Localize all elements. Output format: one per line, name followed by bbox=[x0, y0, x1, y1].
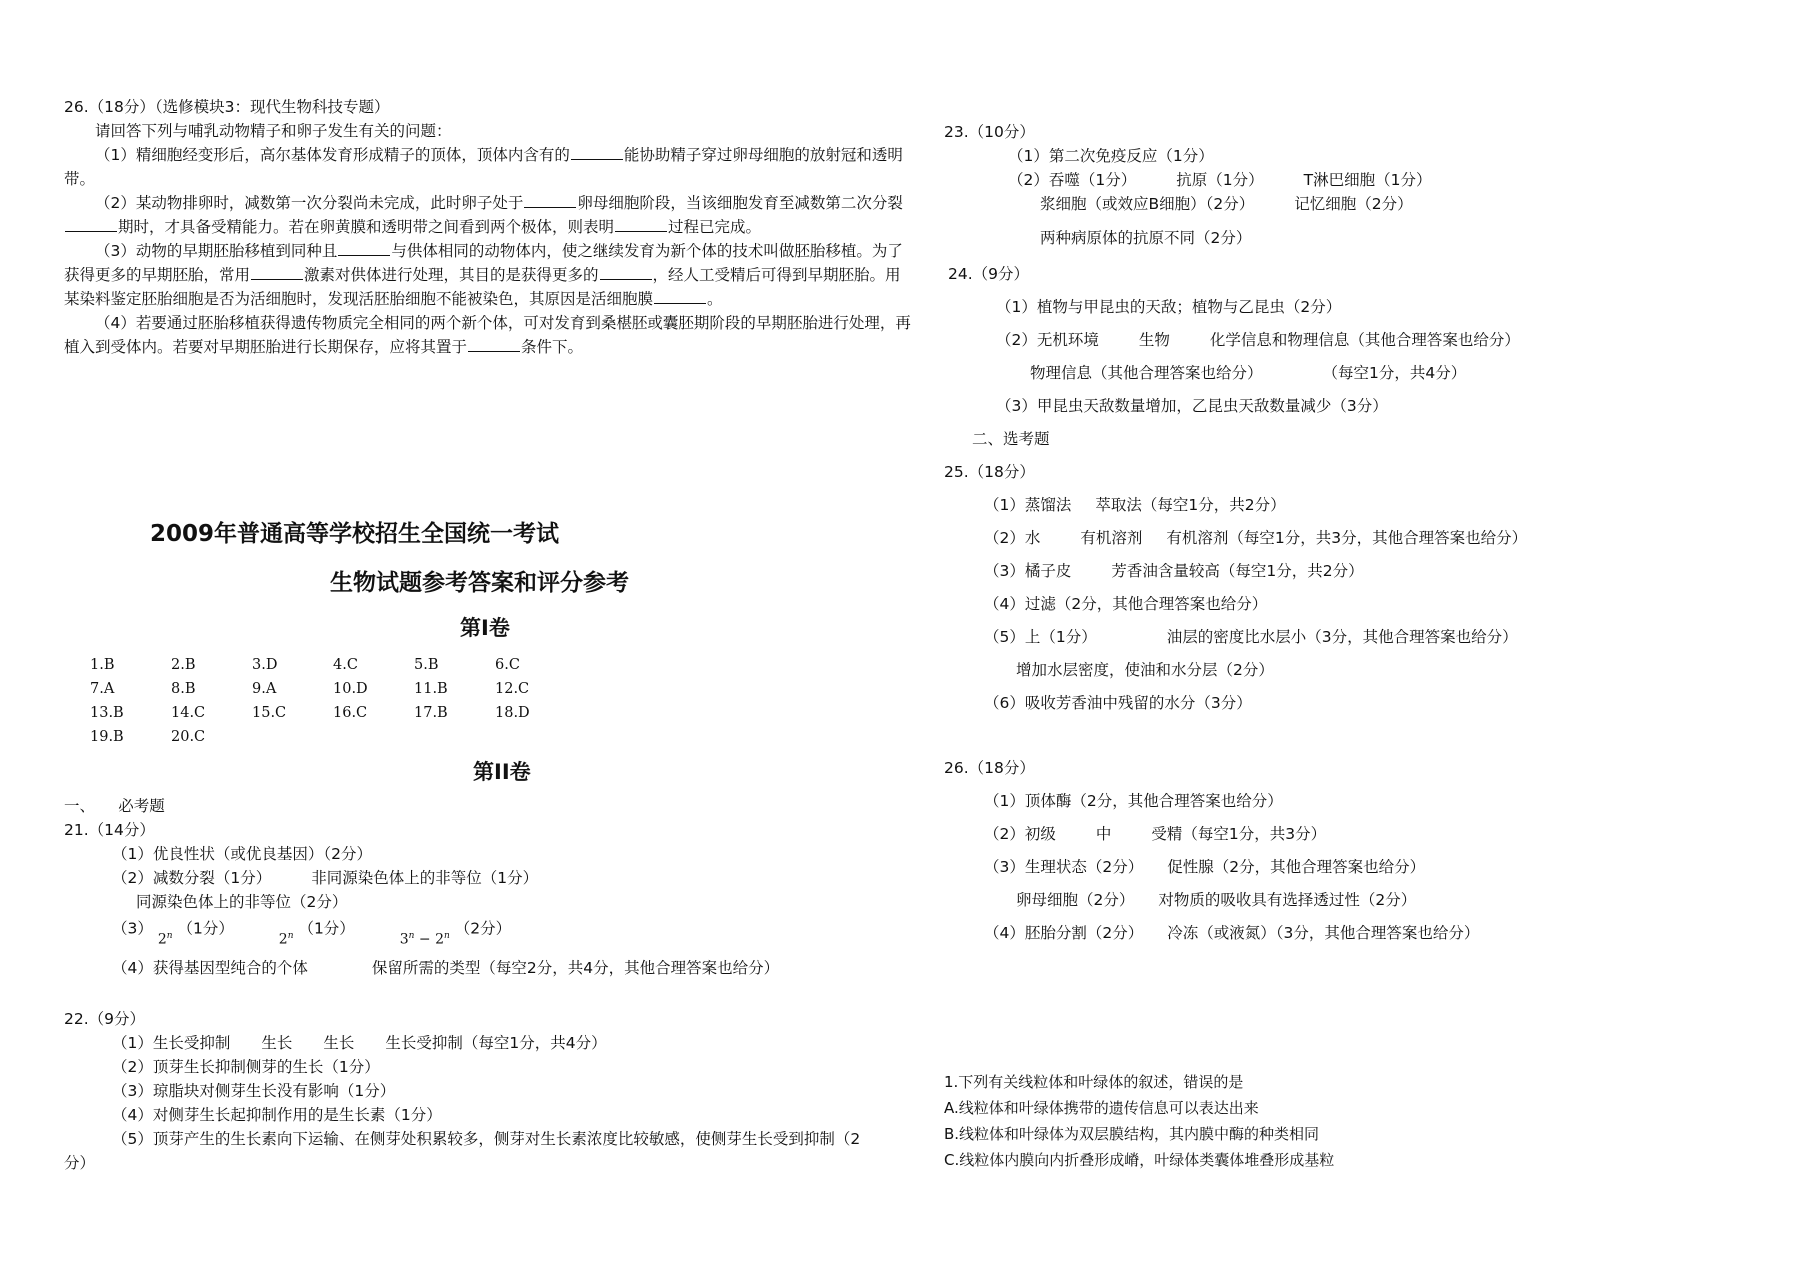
multiple-choice-answers bbox=[90, 653, 576, 749]
question-1 bbox=[944, 1069, 1784, 1173]
question-26-part-4: （4）若要通过胚胎移植获得遗传物质完全相同的两个新个体，可对发育到桑椹胚或囊胚期阶段的早期胚胎进行处理，再植入到受体内。若要对早期胚胎进行长期保存，应将其置于 条件下。 bbox=[64, 314, 911, 356]
answer-blank bbox=[571, 145, 623, 160]
answer-cell: 16.C bbox=[333, 705, 368, 721]
question-1-option-c: C.线粒体内膜向内折叠形成嵴，叶绿体类囊体堆叠形成基粒 bbox=[944, 1151, 1335, 1169]
q21-answer-4: （4）获得基因型纯合的个体 保留所需的类型（每空2分，共4分，其他合理答案也给分） bbox=[112, 959, 780, 977]
q22-answer-2: （2）顶芽生长抑制侧芽的生长（1分） bbox=[112, 1058, 380, 1076]
q26-answer-4: （4）胚胎分割（2分） 冷冻（或液氮）（3分，其他合理答案也给分） bbox=[984, 924, 1480, 942]
question-23-heading: 23.（10分） bbox=[944, 123, 1035, 141]
q22-answer-5-cont: 分） bbox=[64, 1154, 96, 1172]
formula: 2$^n$ bbox=[278, 931, 294, 948]
q23-answer-2: （2）吞噬（1分） 抗原（1分） T淋巴细胞（1分） bbox=[1008, 171, 1432, 189]
answer-cell: 13.B bbox=[90, 705, 124, 721]
q22-answer-5: （5）顶芽产生的生长素向下运输、在侧芽处积累较多，侧芽对生长素浓度比较敏感，使侧芽生长受到抑制（2 bbox=[112, 1130, 861, 1148]
question-22 bbox=[64, 1007, 924, 1175]
answer-cell: 2.B bbox=[171, 657, 196, 673]
question-1-option-a: A.线粒体和叶绿体携带的遗传信息可以表达出来 bbox=[944, 1099, 1259, 1117]
q26-answer-2: （2）初级 中 受精（每空1分，共3分） bbox=[984, 825, 1327, 843]
answer-blank bbox=[468, 337, 520, 352]
q23-answer-2-cont: 浆细胞（或效应B细胞）（2分） 记忆细胞（2分） bbox=[1040, 195, 1413, 213]
q25-answer-1: （1）蒸馏法 萃取法（每空1分，共2分） bbox=[984, 496, 1286, 514]
q22-answer-4: （4）对侧芽生长起抑制作用的是生长素（1分） bbox=[112, 1106, 442, 1124]
question-26-heading: 26.（18分）（选修模块3：现代生物科技专题） bbox=[64, 98, 390, 116]
answer-cell: 14.C bbox=[171, 705, 206, 721]
exam-subtitle: 生物试题参考答案和评分参考 bbox=[330, 570, 629, 596]
q23-answer-1: （1）第二次免疫反应（1分） bbox=[1008, 147, 1214, 165]
q22-answer-3: （3）琼脂块对侧芽生长没有影响（1分） bbox=[112, 1082, 396, 1100]
q21-answer-2-cont: 同源染色体上的非等位（2分） bbox=[136, 893, 348, 911]
question-1-stem: 1.下列有关线粒体和叶绿体的叙述，错误的是 bbox=[944, 1073, 1244, 1091]
part-1-title: 第I卷 bbox=[460, 616, 510, 640]
answer-row bbox=[90, 653, 576, 677]
answer-cell: 3.D bbox=[252, 657, 278, 673]
question-25-heading: 25.（18分） bbox=[944, 463, 1035, 481]
answer-blank bbox=[65, 217, 117, 232]
q25-answer-5: （5）上（1分） 油层的密度比水层小（3分，其他合理答案也给分） bbox=[984, 628, 1518, 646]
exam-title: 2009年普通高等学校招生全国统一考试 bbox=[150, 521, 560, 547]
formula: 2$^n$ bbox=[157, 931, 173, 948]
q25-answer-6: （6）吸收芳香油中残留的水分（3分） bbox=[984, 694, 1252, 712]
answer-cell: 15.C bbox=[252, 705, 287, 721]
required-section bbox=[64, 794, 914, 980]
q25-answer-5-cont: 增加水层密度，使油和水分层（2分） bbox=[1016, 661, 1274, 679]
part-2-title: 第II卷 bbox=[473, 760, 531, 784]
question-26-part-2: （2）某动物排卵时，减数第一次分裂尚未完成，此时卵子处于 卵母细胞阶段，当该细胞发育至减数第二次分裂期时，才具备受精能力。若在卵黄膜和透明带之间看到两个极体，则表明 过程已完成。 bbox=[64, 191, 914, 239]
q24-answer-2-cont: 物理信息（其他合理答案也给分） （每空1分，共4分） bbox=[1030, 364, 1467, 382]
answer-blank bbox=[524, 193, 576, 208]
q24-answer-3: （3）甲昆虫天敌数量增加，乙昆虫天敌数量减少（3分） bbox=[996, 397, 1388, 415]
answer-cell: 17.B bbox=[414, 705, 448, 721]
q26-answer-3-cont: 卵母细胞（2分） 对物质的吸收具有选择透过性（2分） bbox=[1016, 891, 1417, 909]
question-1-option-b: B.线粒体和叶绿体为双层膜结构，其内膜中酶的种类相同 bbox=[944, 1125, 1320, 1143]
answer-cell: 5.B bbox=[414, 657, 439, 673]
question-26-part-3: （3）动物的早期胚胎移植到同种且 与供体相同的动物体内，使之继续发育为新个体的技术叫做胚胎移植。为了获得更多的早期胚胎，常用 激素对供体进行处理，其目的是获得更多的 ，经人工受精后可得到早期胚胎。用某染料鉴定胚胎细胞是否为活细胞时，发现活胚胎细胞不能被染色，其原因是活细胞膜 。 bbox=[64, 242, 903, 308]
question-22-heading: 22.（9分） bbox=[64, 1010, 146, 1028]
answer-cell: 20.C bbox=[171, 729, 206, 745]
answer-cell: 8.B bbox=[171, 681, 196, 697]
answer-cell: 19.B bbox=[90, 729, 124, 745]
answer-cell: 1.B bbox=[90, 657, 115, 673]
q23-answer-2-cont-2: 两种病原体的抗原不同（2分） bbox=[1040, 229, 1252, 247]
answer-cell: 11.B bbox=[414, 681, 448, 697]
q25-answer-4: （4）过滤（2分，其他合理答案也给分） bbox=[984, 595, 1268, 613]
q25-answer-2: （2）水 有机溶剂 有机溶剂（每空1分，共3分，其他合理答案也给分） bbox=[984, 529, 1528, 547]
formula: $3^n - 2^n$ bbox=[399, 931, 450, 948]
question-24 bbox=[948, 258, 1768, 456]
answer-blank bbox=[654, 289, 706, 304]
answer-cell: 9.A bbox=[252, 681, 277, 697]
question-26-answers bbox=[944, 752, 1784, 950]
answer-row bbox=[90, 725, 576, 749]
answer-row bbox=[90, 677, 576, 701]
answer-blank bbox=[615, 217, 667, 232]
section-heading-required: 一、 必考题 bbox=[64, 797, 165, 815]
question-26-intro: 请回答下列与哺乳动物精子和卵子发生有关的问题： bbox=[95, 122, 452, 140]
question-25 bbox=[944, 456, 1784, 720]
answer-cell: 6.C bbox=[495, 657, 520, 673]
answer-cell: 4.C bbox=[333, 657, 358, 673]
answer-row bbox=[90, 701, 576, 725]
answer-blank bbox=[338, 241, 390, 256]
q26-answer-3: （3）生理状态（2分） 促性腺（2分，其他合理答案也给分） bbox=[984, 858, 1426, 876]
q25-answer-3: （3）橘子皮 芳香油含量较高（每空1分，共2分） bbox=[984, 562, 1364, 580]
question-23 bbox=[944, 120, 1764, 250]
q21-answer-3: （3） 2$^n$ （1分） 2$^n$ （1分） $3^n - 2^n$ （2分） bbox=[64, 914, 914, 956]
q21-answer-2: （2）减数分裂（1分） 非同源染色体上的非等位（1分） bbox=[112, 869, 539, 887]
question-26-answers-heading: 26.（18分） bbox=[944, 759, 1035, 777]
q21-answer-1: （1）优良性状（或优良基因）（2分） bbox=[112, 845, 372, 863]
answer-cell: 10.D bbox=[333, 681, 368, 697]
question-21-heading: 21.（14分） bbox=[64, 821, 155, 839]
question-24-heading: 24.（9分） bbox=[948, 265, 1030, 283]
answer-cell: 7.A bbox=[90, 681, 115, 697]
question-26-elective bbox=[64, 95, 914, 359]
q24-answer-1: （1）植物与甲昆虫的天敌；植物与乙昆虫（2分） bbox=[996, 298, 1342, 316]
q22-answer-1: （1）生长受抑制 生长 生长 生长受抑制（每空1分，共4分） bbox=[112, 1034, 607, 1052]
q26-answer-1: （1）顶体酶（2分，其他合理答案也给分） bbox=[984, 792, 1283, 810]
q24-answer-2: （2）无机环境 生物 化学信息和物理信息（其他合理答案也给分） bbox=[996, 331, 1520, 349]
answer-blank bbox=[600, 265, 652, 280]
section-heading-elective: 二、选考题 bbox=[972, 430, 1050, 448]
question-26-part-1: （1）精细胞经变形后，高尔基体发育形成精子的顶体，顶体内含有的 能协助精子穿过卵母细胞的放射冠和透明带。 bbox=[64, 146, 903, 188]
answer-blank bbox=[251, 265, 303, 280]
answer-cell: 12.C bbox=[495, 681, 530, 697]
answer-cell: 18.D bbox=[495, 705, 530, 721]
